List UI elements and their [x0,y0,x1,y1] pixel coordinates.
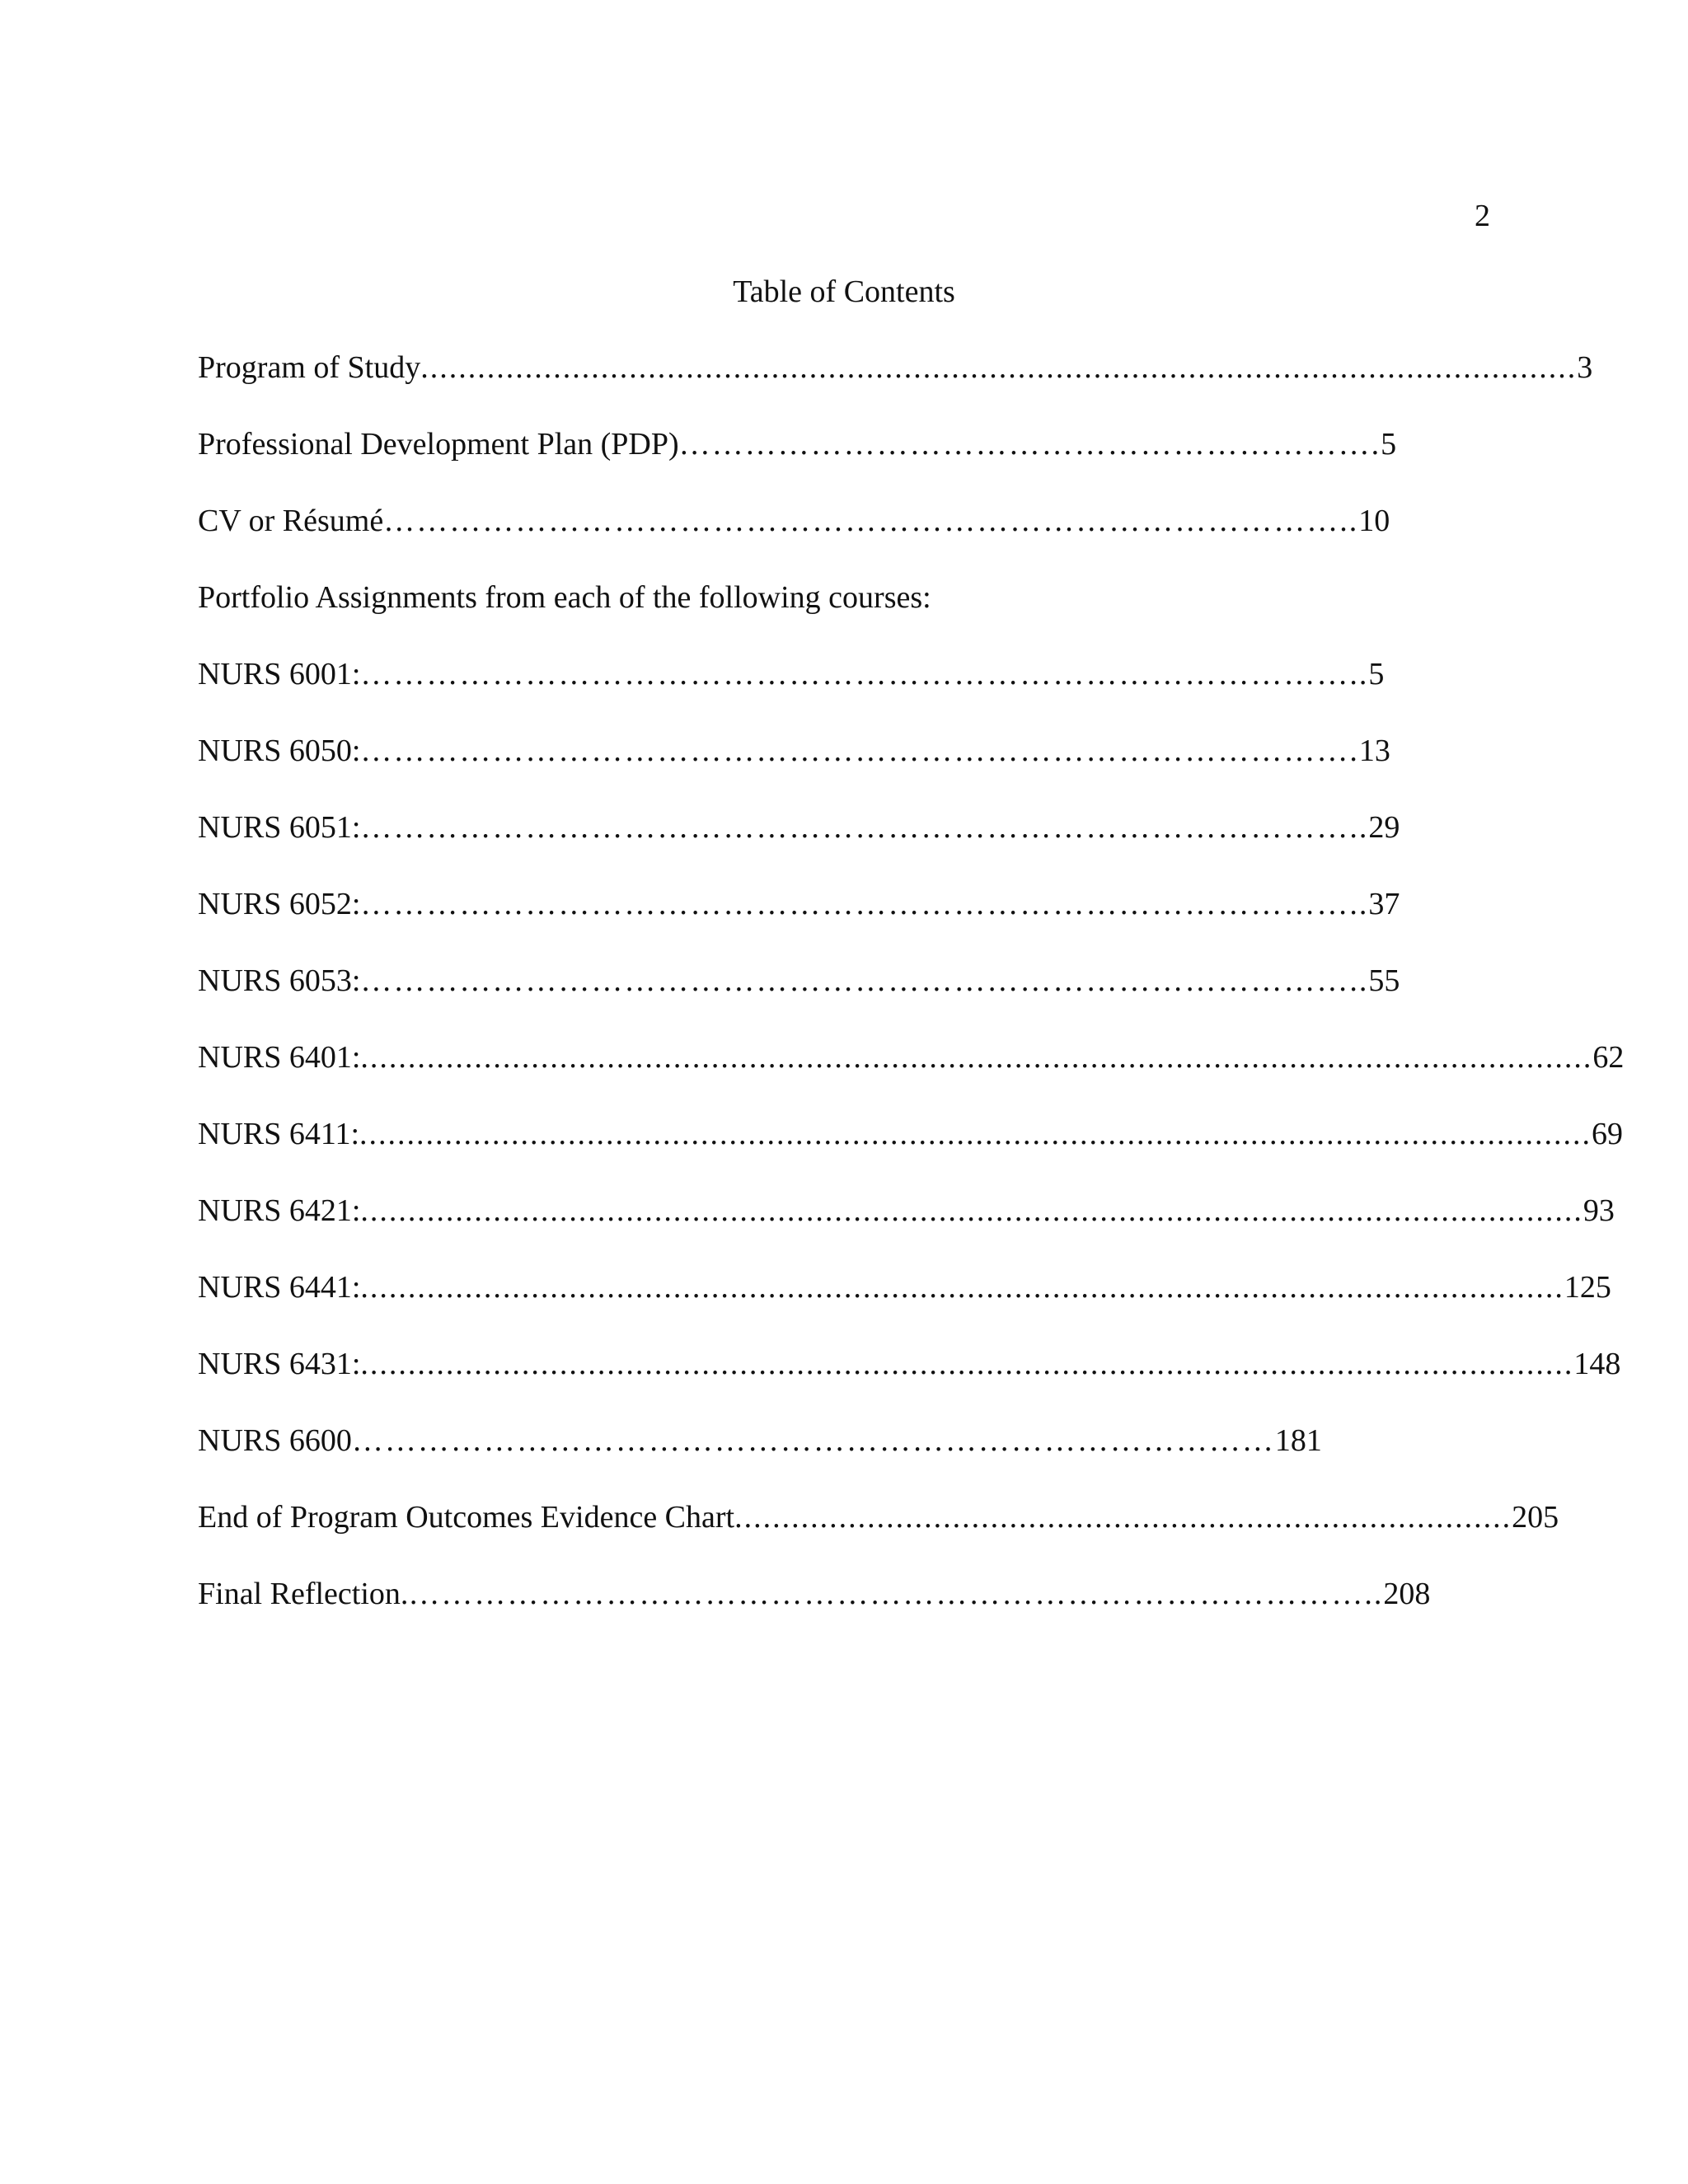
toc-entry-leader: ……………………………………………………………………………….. [360,963,1369,998]
toc-entry-page: 55 [1368,963,1400,998]
toc-entry-page: 205 [1512,1500,1559,1535]
toc-entry-leader: ……………………………………………………………………………….. [360,810,1369,845]
toc-entry-cv-resume[interactable] [198,501,1490,578]
toc-entry-program-of-study[interactable] [198,348,1593,424]
toc-entry-page: 125 [1564,1270,1611,1305]
toc-entry-nurs-6051[interactable] [198,808,1490,884]
toc-entry-leader: ................................................................................................................................ [360,1347,1574,1381]
toc-entry-leader: …………………………………………………………………………….. [408,1577,1384,1611]
toc-section-heading [198,578,1490,654]
toc-entry-nurs-6050[interactable] [198,731,1490,808]
toc-entry-page: 3 [1577,350,1593,385]
toc-entry-leader: ………………………………………………………………………… [351,1423,1275,1458]
toc-entry-outcomes-evidence-chart[interactable] [198,1497,1559,1574]
toc-entry-page: 13 [1358,733,1390,768]
toc-entry-nurs-6401[interactable] [198,1038,1625,1114]
toc-entry-label: NURS 6411: [198,1117,360,1151]
toc-entry-label: NURS 6051: [198,810,361,845]
toc-entry-label: NURS 6050: [198,733,361,768]
toc-entry-page: 148 [1573,1347,1621,1381]
toc-entry-final-reflection[interactable] [198,1574,1490,1651]
toc-entry-nurs-6411[interactable] [198,1114,1624,1191]
toc-entry-label: CV or Résumé [198,504,384,538]
page-number: 2 [1475,199,1490,233]
toc-entry-leader: ……………………………………………………………………………….. [360,887,1369,921]
toc-entry-leader: .................................................................................................................................. [359,1117,1592,1151]
toc-entry-page: 10 [1358,504,1390,538]
toc-entry-leader: .................................................................................................................................. [360,1040,1593,1075]
toc-entry-label: NURS 6053: [198,963,361,998]
toc-entry-nurs-6001[interactable] [198,654,1490,731]
toc-entry-label: End of Program Outcomes Evidence Chart [198,1500,735,1535]
toc-entry-label: Professional Development Plan (PDP) [198,427,679,462]
toc-entry-label: NURS 6600 [198,1423,352,1458]
toc-entry-leader: ………………………………………………………………………………. [360,733,1359,768]
toc-entry-label: NURS 6401: [198,1040,361,1075]
toc-entry-page: 5 [1381,427,1397,462]
toc-entry-leader: .......................................................................................................................... [420,350,1578,385]
toc-entry-pdp[interactable] [198,424,1490,501]
toc-entry-label: NURS 6431: [198,1347,361,1381]
toc-entry-label: Portfolio Assignments from each of the following courses: [198,580,931,615]
toc-entry-page: 208 [1383,1577,1431,1611]
toc-entry-leader: ................................................................................................................................. [360,1193,1583,1228]
toc-entry-label: NURS 6441: [198,1270,361,1305]
toc-entry-label: Program of Study [198,350,421,385]
toc-entry-nurs-6441[interactable] [198,1268,1611,1344]
toc-entry-page: 93 [1582,1193,1615,1228]
toc-entry-label: Final Reflection. [198,1577,409,1611]
toc-entry-page: 69 [1592,1117,1624,1151]
toc-entry-leader: …………………………………………………………………………….. [383,504,1359,538]
toc-entry-nurs-6052[interactable] [198,884,1490,961]
toc-entry-leader: ……………………………………………………………………………….. [360,657,1369,691]
table-of-contents [198,348,1625,1651]
toc-entry-page: 37 [1368,887,1400,921]
toc-entry-label: NURS 6421: [198,1193,361,1228]
toc-entry-leader: ………………………………………………………. [678,427,1381,462]
toc-entry-page: 181 [1274,1423,1322,1458]
toc-entry-label: NURS 6052: [198,887,361,921]
toc-entry-nurs-6421[interactable] [198,1191,1615,1268]
toc-entry-nurs-6600[interactable] [198,1421,1490,1497]
toc-entry-page: 62 [1592,1040,1625,1075]
toc-entry-label: NURS 6001: [198,657,361,691]
toc-entry-nurs-6053[interactable] [198,961,1490,1038]
toc-entry-nurs-6431[interactable] [198,1344,1621,1421]
toc-title: Table of Contents [733,274,955,309]
toc-entry-leader: .................................................................................. [734,1500,1512,1535]
toc-entry-page: 5 [1368,657,1385,691]
toc-entry-leader: ............................................................................................................................... [360,1270,1564,1305]
toc-entry-page: 29 [1368,810,1400,845]
